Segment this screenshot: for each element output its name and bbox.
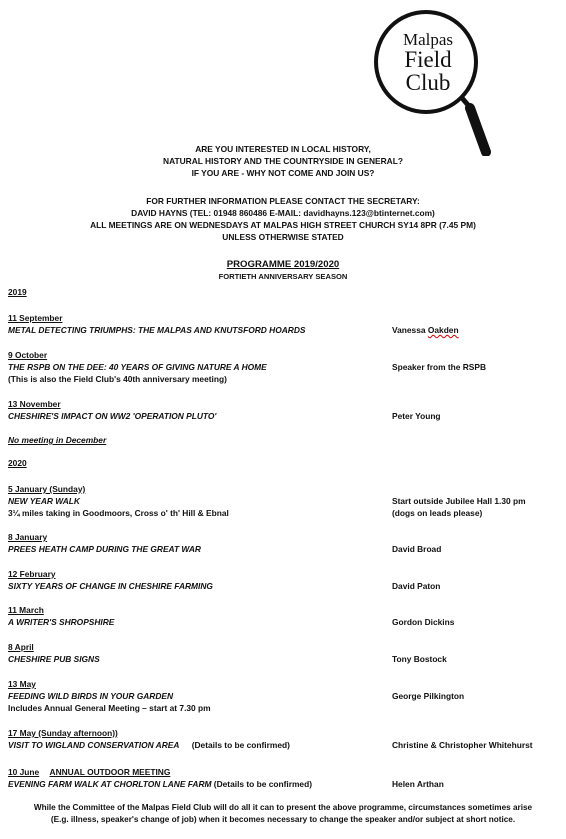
event-speaker: Helen Arthan <box>392 779 444 789</box>
footer-line-1: While the Committee of the Malpas Field Club will do all it can to present the above programme, circumstances sometimes arise <box>33 803 533 812</box>
logo-text-malpas: Malpas <box>402 30 454 49</box>
event-speaker-note: (dogs on leads please) <box>392 508 483 518</box>
speaker-last-name: Oakden <box>427 325 459 335</box>
event-date: 8 April <box>8 642 34 652</box>
event-note: Includes Annual General Meeting – start at 7.30 pm <box>8 703 211 713</box>
event-title: SIXTY YEARS OF CHANGE IN CHESHIRE FARMING <box>8 581 213 591</box>
event-date: 12 February <box>8 569 56 579</box>
event-title: VISIT TO WIGLAND CONSERVATION AREA <box>8 740 180 750</box>
event-date: 13 November <box>8 399 61 409</box>
event-date: 8 January <box>8 532 48 542</box>
contact-line-2: DAVID HAYNS (TEL: 01948 860486 E-MAIL: davidhayns.123@btinternet.com) <box>131 208 435 218</box>
event-speaker: George Pilkington <box>392 691 465 701</box>
club-logo <box>364 6 492 156</box>
event-speaker: Tony Bostock <box>392 654 447 664</box>
logo-text-field: Field <box>404 47 452 72</box>
event-title-line <box>8 779 312 790</box>
event-date: 11 March <box>8 605 44 615</box>
event-date: 11 September <box>8 313 63 323</box>
event-speaker: Peter Young <box>392 411 441 421</box>
event-speaker: Christine & Christopher Whitehurst <box>392 740 533 750</box>
event-title: NEW YEAR WALK <box>8 496 80 506</box>
event-speaker: Speaker from the RSPB <box>392 362 487 372</box>
contact-line-1: FOR FURTHER INFORMATION PLEASE CONTACT THE SECRETARY: <box>146 196 420 206</box>
event-speaker: David Paton <box>392 581 441 591</box>
event-date: 5 January (Sunday) <box>8 484 86 494</box>
event-speaker: Gordon Dickins <box>392 617 455 627</box>
no-meeting-note: No meeting in December <box>8 435 107 445</box>
event-title: A WRITER'S SHROPSHIRE <box>8 617 115 627</box>
event-detail: (Details to be confirmed) <box>191 740 290 750</box>
event-detail: (Details to be confirmed) <box>213 779 312 789</box>
contact-line-4: UNLESS OTHERWISE STATED <box>222 232 344 242</box>
event-title: CHESHIRE PUB SIGNS <box>8 654 100 664</box>
event-title-line <box>8 740 290 751</box>
event-date-line <box>8 767 170 778</box>
event-title: PREES HEATH CAMP DURING THE GREAT WAR <box>8 544 201 554</box>
intro-line-1: ARE YOU INTERESTED IN LOCAL HISTORY, <box>195 144 371 154</box>
event-note: (This is also the Field Club's 40th anniversary meeting) <box>8 374 227 384</box>
event-heading: ANNUAL OUTDOOR MEETING <box>49 767 171 777</box>
event-date: 9 October <box>8 350 48 360</box>
contact-line-3: ALL MEETINGS ARE ON WEDNESDAYS AT MALPAS HIGH STREET CHURCH SY14 8PR (7.45 PM) <box>90 220 476 230</box>
event-title: THE RSPB ON THE DEE: 40 YEARS OF GIVING NATURE A HOME <box>8 362 267 372</box>
event-speaker: David Broad <box>392 544 442 554</box>
programme-title: PROGRAMME 2019/2020 <box>226 259 340 270</box>
year-2019: 2019 <box>8 287 27 297</box>
event-title: METAL DETECTING TRIUMPHS: THE MALPAS AND KNUTSFORD HOARDS <box>8 325 306 335</box>
programme-subtitle: FORTIETH ANNIVERSARY SEASON <box>218 272 348 281</box>
event-date: 17 May (Sunday afternoon)) <box>8 728 118 738</box>
event-note: 3¼ miles taking in Goodmoors, Cross o' th' Hill & Ebnal <box>8 508 229 518</box>
intro-line-3: IF YOU ARE - WHY NOT COME AND JOIN US? <box>191 168 375 178</box>
event-speaker <box>392 325 459 336</box>
footer-line-2: (E.g. illness, speaker's change of job) when it becomes necessary to change the speaker and/or subject at short notice. <box>50 815 516 824</box>
event-date: 13 May <box>8 679 36 689</box>
year-2020: 2020 <box>8 458 27 468</box>
speaker-first-name: Vanessa <box>392 325 426 335</box>
event-title: CHESHIRE'S IMPACT ON WW2 'OPERATION PLUTO' <box>8 411 217 421</box>
logo-text-club: Club <box>405 70 451 95</box>
event-date: 10 June <box>8 767 40 777</box>
event-title: EVENING FARM WALK AT CHORLTON LANE FARM <box>8 779 212 789</box>
event-title: FEEDING WILD BIRDS IN YOUR GARDEN <box>8 691 174 701</box>
event-speaker: Start outside Jubilee Hall 1.30 pm <box>392 496 526 506</box>
intro-line-2: NATURAL HISTORY AND THE COUNTRYSIDE IN GENERAL? <box>163 156 403 166</box>
